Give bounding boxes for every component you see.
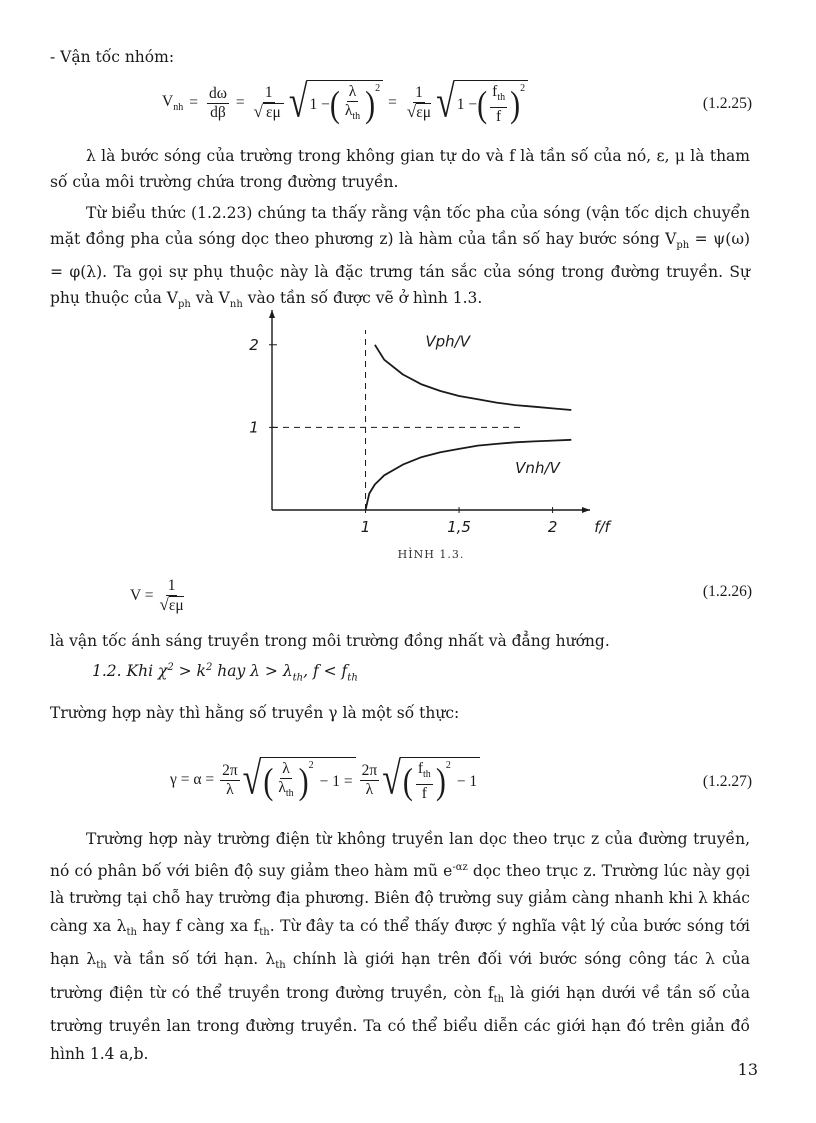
paragraph-real-propagation: Trường hợp này thì hằng số truyền γ là một số thực: (50, 704, 460, 722)
equation-1-2-26: V = $\frac{1}{√\varepsilon\mu}$ (130, 577, 184, 614)
x-axis-arrow (582, 507, 590, 513)
figure-caption: HÌNH 1.3. (397, 548, 465, 561)
paragraph-light-speed: là vận tốc ánh sáng truyền trong môi trường đồng nhất và đẳng hướng. (50, 632, 610, 650)
x-tick-label: 1,5 (447, 518, 471, 536)
page-number: 13 (737, 1060, 758, 1079)
y-axis-arrow (269, 310, 275, 318)
x-axis-label: f/f (594, 518, 610, 536)
y-tick-label: 2 (249, 335, 259, 354)
eq25-one-over-sqrt-2: $\frac{1}{√\varepsilon\mu}$ (406, 84, 432, 121)
paragraph-lambda-definition: λ là bước sóng của trường trong không gian tự do và f là tần số của nó, ε, μ là tham số của môi trường chứa trong đường truyền. (50, 147, 750, 191)
eq25-sqrt-lambda: √ 1 − ( $\frac{\lambda}{\lambda_{th}}$ ) $^2$ (289, 80, 383, 126)
equation-1-2-27: γ = α = $\frac{2\pi}{\lambda}$ √ ( $\frac{\lambda}{\lambda_{th}}$ ) $^2$ − 1 = $\frac{2\pi}{\lambda}$ √ ( $\frac{f_{th}}{f}$ ) $^2$ − 1 (170, 752, 480, 808)
equation-number-27: (1.2.27) (702, 773, 752, 790)
equation-number-26: (1.2.26) (702, 583, 752, 600)
section-heading-1-2: 1.2. Khi $\chi^2 > k^2$ hay $\lambda > \lambda_{th}$, $f < f_{th}$ (92, 662, 358, 684)
dispersion-chart (230, 300, 630, 565)
phase-velocity-curve (375, 345, 571, 410)
paragraph-phase-velocity: Từ biểu thức (1.2.23) chúng ta thấy rằng vận tốc pha của sóng (vận tốc dịch chuyển mặt đồng pha của sóng dọc theo phương z) là hàm của tần số hay bước sóng $V_{ph} = \psi(\omega) = \varphi(\lambda)$. Ta gọi sự phụ thuộc này là đặc trưng tán sắc của sóng trong đường truyền. Sự phụ thuộc của $V_{ph}$ và $V_{nh}$ vào tần số được vẽ ở hình 1.3. (50, 204, 751, 311)
x-tick-label: 1 (360, 518, 371, 536)
eq25-dw-db: $\frac{d\omega}{d\beta}$ (208, 84, 227, 121)
eq25-sqrt-freq: √ 1 − ( $\frac{f_{th}}{f}$ ) $^2$ (436, 80, 528, 126)
group-velocity-label: - Vận tốc nhóm: (50, 48, 175, 66)
eq25-lhs: $V_{nh}$ (162, 92, 184, 114)
eq25-one-over-sqrt: 1 √ εμ (252, 84, 286, 123)
phase-velocity-label: Vph/V (425, 332, 470, 351)
equation-number-25: (1.2.25) (702, 95, 752, 112)
y-tick-label: 1 (249, 418, 259, 437)
paragraph-evanescent-field: Trường hợp này trường điện từ không truyền lan dọc theo trục z của đường truyền, nó có phân bố với biên độ suy giảm theo hàm mũ $e^{-\alpha z}$ dọc theo trục z. Trường lúc này gọi là trường tại chỗ hay trường địa phương. Biên độ trường suy giảm càng nhanh khi λ khác càng xa $\lambda_{th}$ hay f càng xa $f_{th}$. Từ đây ta có thể thấy được ý nghĩa vật lý của bước sóng tới hạn $\lambda_{th}$ và tần số tới hạn. $\lambda_{th}$ chính là giới hạn trên đối với bước sóng công tác λ của trường điện từ có thể truyền trong đường truyền, còn $f_{th}$ là giới hạn dưới về tần số của trường truyền lan trong đường truyền. Ta có thể biểu diễn các giới hạn đó trên giản đồ hình 1.4 a,b. (50, 830, 751, 1063)
figure-1-3 (230, 300, 630, 569)
x-tick-label: 2 (547, 518, 558, 536)
equation-1-2-25: $V_{nh}$ = $\frac{d\omega}{d\beta}$ = 1 √ εμ √ 1 − ( $\frac{\lambda}{\lambda_{th}}$ ) $^2$ = $\frac{1}{√\varepsilon\mu}$ √ 1 − ( $\frac{f_{th}}{f}$ ) $^2$ (162, 78, 528, 128)
group-velocity-label: Vnh/V (515, 458, 560, 477)
